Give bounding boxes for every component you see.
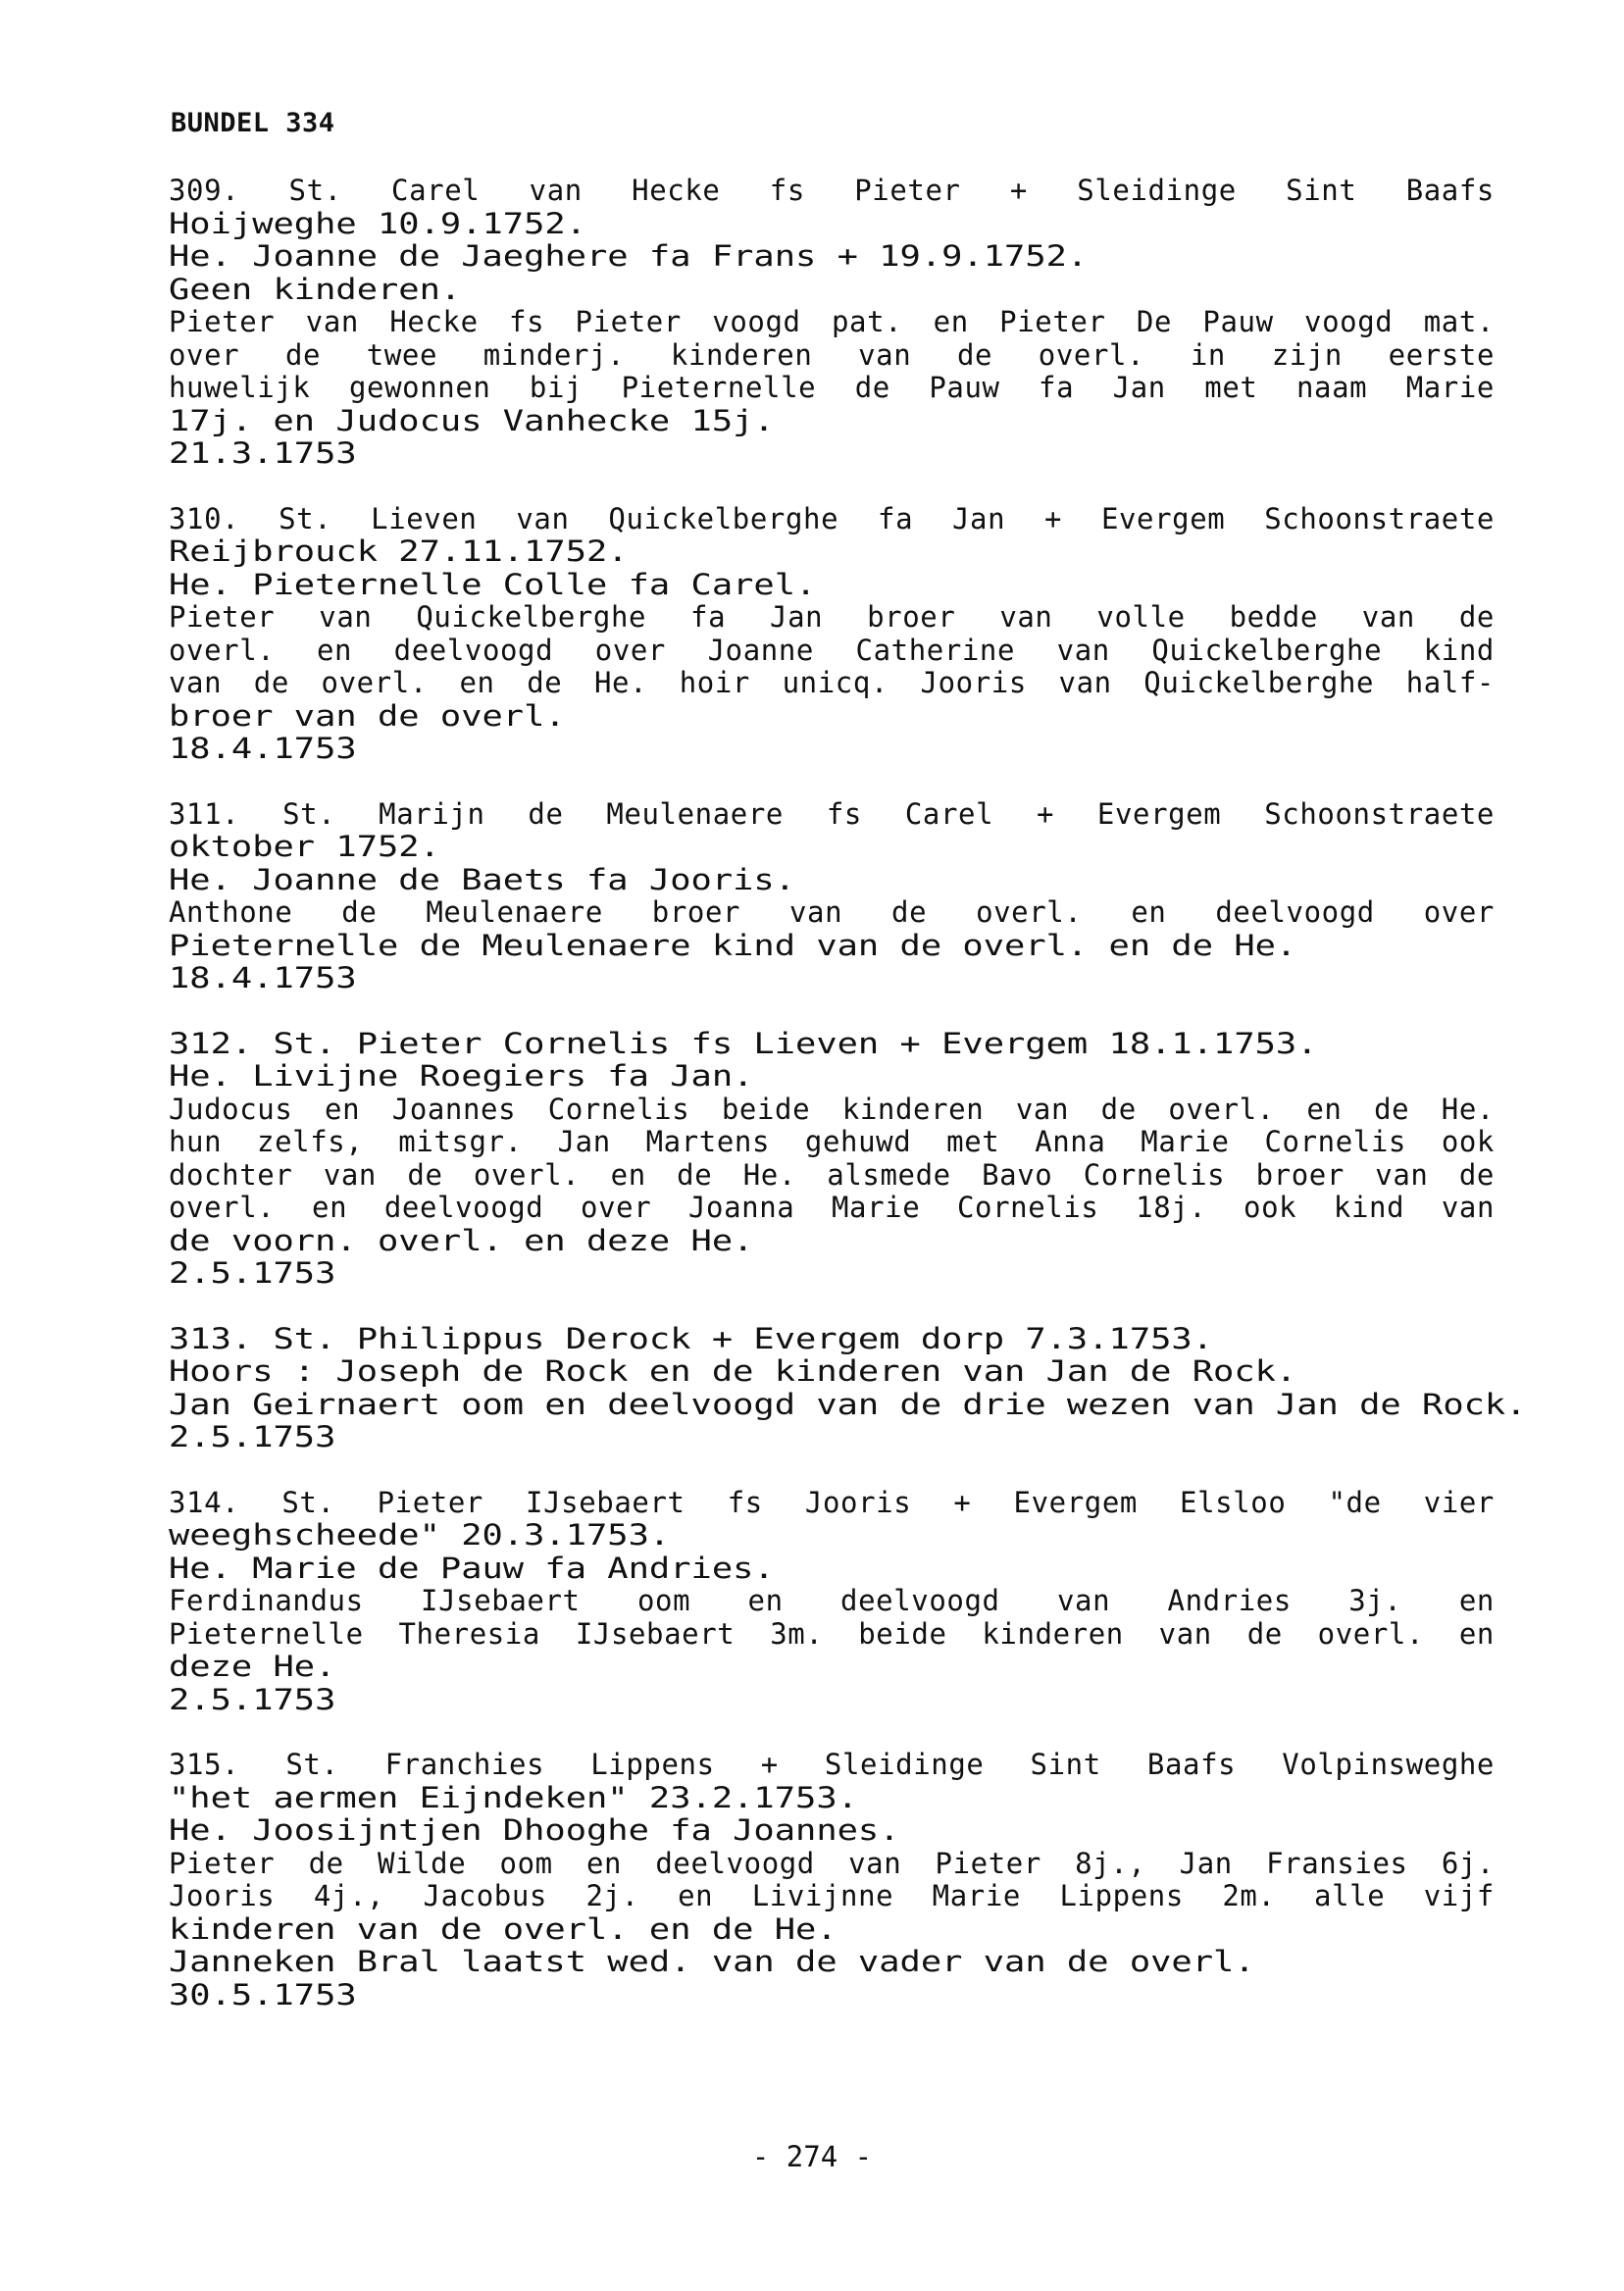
entry — [169, 1028, 1495, 1291]
entry-line: Jooris 4j., Jacobus 2j. en Livijnne Marie Lippens 2m. alle vijf — [169, 1879, 1495, 1912]
entry-line: Pieternelle Theresia IJsebaert 3m. beide kinderen van de overl. en — [169, 1616, 1495, 1651]
entry-line: 18.4.1753 — [169, 732, 357, 765]
entries-list — [169, 174, 1527, 2044]
entry-line: van de overl. en de He. hoir unicq. Jooris van Quickelberghe half- — [169, 666, 1495, 699]
entry-line: "het aermen Eijndeken" 23.2.1753. — [169, 1780, 858, 1814]
entry — [169, 1749, 1495, 2011]
entry-line: Pieternelle de Meulenaere kind van de overl. en de He. — [169, 928, 1297, 962]
entry-line: 2.5.1753 — [169, 1420, 336, 1453]
entry-line: 30.5.1753 — [169, 1977, 357, 2011]
page-number: - 274 - — [751, 2140, 873, 2173]
entry-line: deze He. — [169, 1650, 336, 1683]
entry-line: Pieter van Quickelberghe fa Jan broer van volle bedde van de — [169, 600, 1495, 634]
entry-line: He. Livijne Roegiers fa Jan. — [169, 1059, 754, 1093]
entry-line: 17j. en Judocus Vanhecke 15j. — [169, 403, 775, 437]
entry-line: huwelijk gewonnen bij Pieternelle de Pauw fa Jan met naam Marie — [169, 371, 1495, 404]
page-title: BUNDEL 334 — [171, 108, 335, 138]
entry-line: Reijbrouck 27.11.1752. — [169, 535, 629, 568]
entry-line: weeghscheede" 20.3.1753. — [169, 1518, 671, 1552]
entry-line: 21.3.1753 — [169, 436, 357, 470]
entry — [169, 1487, 1495, 1717]
entry-line: 18.4.1753 — [169, 961, 357, 994]
entry — [169, 1321, 1527, 1454]
entry-line: Jan Geirnaert oom en deelvoogd van de drie wezen van Jan de Rock. — [169, 1387, 1527, 1421]
entry-line: broer van de overl. — [169, 698, 566, 733]
entry-line: Geen kinderen. — [169, 272, 462, 306]
entry-line: 309. St. Carel van Hecke fs Pieter + Sleidinge Sint Baafs — [169, 174, 1495, 207]
entry-line: hun zelfs, mitsgr. Jan Martens gehuwd met Anna Marie Cornelis ook — [169, 1125, 1495, 1158]
entry-line: Hoors : Joseph de Rock en de kinderen van Jan de Rock. — [169, 1354, 1297, 1388]
entry-line: oktober 1752. — [169, 830, 440, 863]
entry-line: de voorn. overl. en deze He. — [169, 1223, 754, 1257]
entry-line: Pieter de Wilde oom en deelvoogd van Pieter 8j., Jan Fransies 6j. — [169, 1846, 1495, 1880]
entry-line: He. Pieternelle Colle fa Carel. — [169, 567, 817, 601]
entry — [169, 175, 1495, 471]
entry-line: Pieter van Hecke fs Pieter voogd pat. en Pieter De Pauw voogd mat. — [169, 305, 1495, 338]
entry-line: Ferdinandus IJsebaert oom en deelvoogd van Andries 3j. en — [169, 1584, 1495, 1617]
entry-line: Janneken Bral laatst wed. van de vader van de overl. — [169, 1945, 1255, 1978]
entry-line: 310. St. Lieven van Quickelberghe fa Jan + Evergem Schoonstraete — [169, 501, 1495, 535]
entry-line: 315. St. Franchies Lippens + Sleidinge Sint Baafs Volpinsweghe — [169, 1748, 1495, 1781]
entry-line: kinderen van de overl. en de He. — [169, 1911, 837, 1946]
entry-line: Anthone de Meulenaere broer van de overl. en deelvoogd over — [169, 895, 1495, 929]
entry-line: 313. St. Philippus Derock + Evergem dorp 7.3.1753. — [169, 1321, 1214, 1355]
entry-line: over de twee minderj. kinderen van de overl. in zijn eerste — [169, 337, 1495, 372]
entry-line: He. Joosijntjen Dhooghe fa Joannes. — [169, 1813, 900, 1847]
entry-line: He. Marie de Pauw fa Andries. — [169, 1551, 775, 1585]
entry-line: He. Joanne de Jaeghere fa Frans + 19.9.1752. — [169, 239, 1089, 273]
entry-line: overl. en deelvoogd over Joanne Catherine van Quickelberghe kind — [169, 633, 1495, 667]
entry-line: Judocus en Joannes Cornelis beide kinderen van de overl. en de He. — [169, 1092, 1495, 1126]
entry-line: 312. St. Pieter Cornelis fs Lieven + Evergem 18.1.1753. — [169, 1026, 1318, 1060]
entry-line: 311. St. Marijn de Meulenaere fs Carel + Evergem Schoonstraete — [169, 796, 1495, 831]
entry-line: dochter van de overl. en de He. alsmede Bavo Cornelis broer van de — [169, 1157, 1495, 1192]
entry-line: 314. St. Pieter IJsebaert fs Jooris + Evergem Elsloo "de vier — [169, 1485, 1495, 1519]
entry-line: 2.5.1753 — [169, 1682, 336, 1716]
entry — [169, 503, 1495, 766]
entry-line: He. Joanne de Baets fa Jooris. — [169, 862, 796, 896]
entry-line: 2.5.1753 — [169, 1256, 336, 1290]
entry-line: overl. en deelvoogd over Joanna Marie Cornelis 18j. ook kind van — [169, 1191, 1495, 1224]
entry-line: Hoijweghe 10.9.1752. — [169, 206, 587, 240]
entry — [169, 798, 1495, 995]
